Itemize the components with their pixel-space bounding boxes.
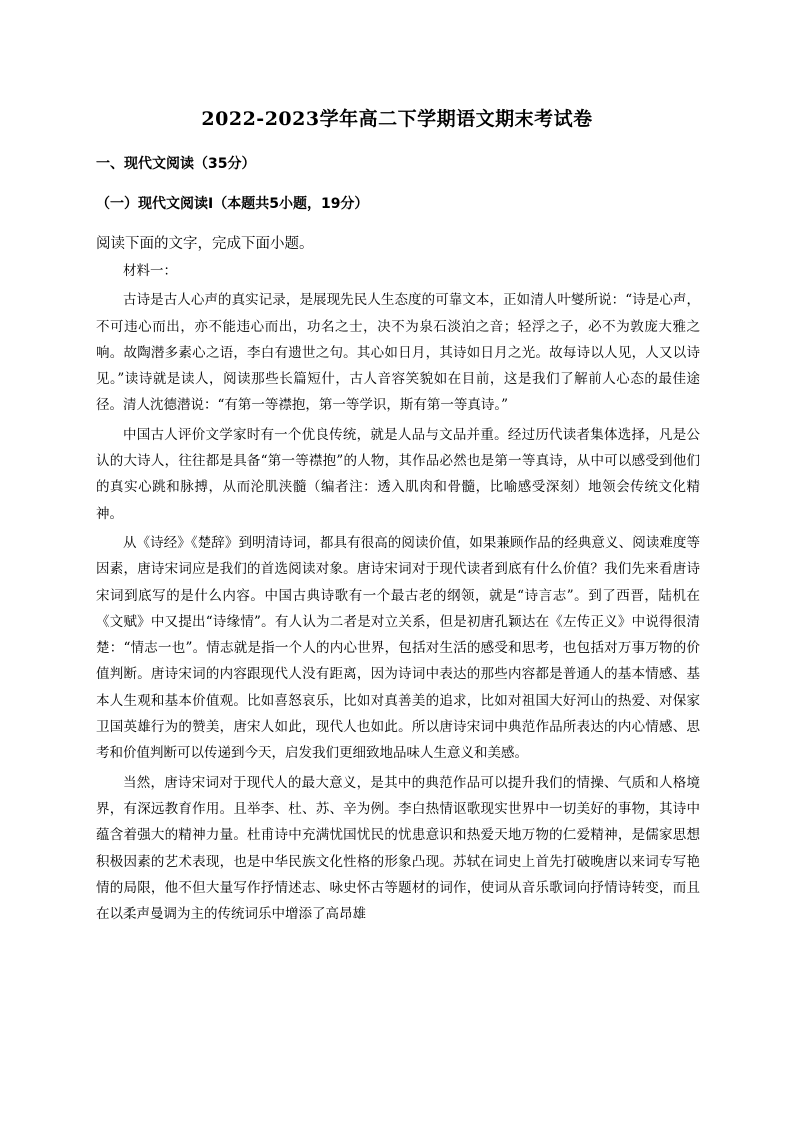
subsection-heading: （一）现代文阅读Ⅰ（本题共5小题，19分） xyxy=(96,196,369,212)
passage-paragraph: 当然，唐诗宋词对于现代人的最大意义，是其中的典范作品可以提升我们的情操、气质和人格境界，有深远教育作用。且举李、杜、苏、辛为例。李白热情讴歌现实世界中一切美好的事物，其诗中蕴含着强大的精神力量。杜甫诗中充满忧国忧民的忧患意识和热爱天地万物的仁爱精神，是儒家思想积极因素的艺术表现，也是中华民族文化性格的形象凸现。苏轼在词史上首先打破晚唐以来词专写艳情的局限，他不但大量写作抒情述志、咏史怀古等题材的词作，使词从音乐歌词向抒情诗转变，而且在以柔声曼调为主的传统词乐中增添了高昂雄 xyxy=(96,774,700,923)
passage-paragraph: 古诗是古人心声的真实记录，是展现先民人生态度的可靠文本，正如清人叶燮所说：“诗是心声，不可违心而出，亦不能违心而出，功名之士，决不为泉石淡泊之音；轻浮之子，必不为敦庞大雅之响。故陶潜多素心之语，李白有遗世之句。其心如日月，其诗如日月之光。故每诗以人见，人又以诗见。”读诗就是读人，阅读那些长篇短什，古人音容笑貌如在目前，这是我们了解前人心态的最佳途径。清人沈德潜说：“有第一等襟抱，第一等学识，斯有第一等真诗。” xyxy=(96,292,700,414)
instruction-text: 阅读下面的文字，完成下面小题。 xyxy=(96,236,314,252)
section-heading: 一、现代文阅读（35分） xyxy=(96,156,256,172)
passage-paragraph: 中国古人评价文学家时有一个优良传统，就是人品与文品并重。经过历代读者集体选择，凡是公认的大诗人，往往都是具备“第一等襟抱”的人物，其作品必然也是第一等真诗，从中可以感受到他们的真实心跳和脉搏，从而沦肌浃髓（编者注：透入肌肉和骨髓，比喻感受深刻）地领会传统文化精神。 xyxy=(96,426,700,522)
passage-paragraph: 从《诗经》《楚辞》到明清诗词，都具有很高的阅读价值，如果兼顾作品的经典意义、阅读难度等因素，唐诗宋词应是我们的首选阅读对象。唐诗宋词对于现代读者到底有什么价值？我们先来看唐诗宋词到底写的是什么内容。中国古典诗歌有一个最古老的纲领，就是“诗言志”。到了西晋，陆机在《文赋》中又提出“诗缘情”。有人认为二者是对立关系，但是初唐孔颖达在《左传正义》中说得很清楚：“情志一也”。情志就是指一个人的内心世界，包括对生活的感受和思考，也包括对万事万物的价值判断。唐诗宋词的内容跟现代人没有距离，因为诗词中表达的那些内容都是普通人的基本情感、基本人生观和基本价值观。比如喜怒哀乐，比如对真善美的追求，比如对祖国大好河山的热爱、对保家卫国英雄行为的赞美，唐宋人如此，现代人也如此。所以唐诗宋词中典范作品所表达的内心情感、思考和价值判断可以传递到今天，启发我们更细致地品味人生意义和美感。 xyxy=(96,534,700,762)
material-label: 材料一： xyxy=(123,263,177,279)
passage-body xyxy=(96,258,700,927)
exam-title: 2022-2023学年高二下学期语文期末考试卷 xyxy=(201,108,593,130)
